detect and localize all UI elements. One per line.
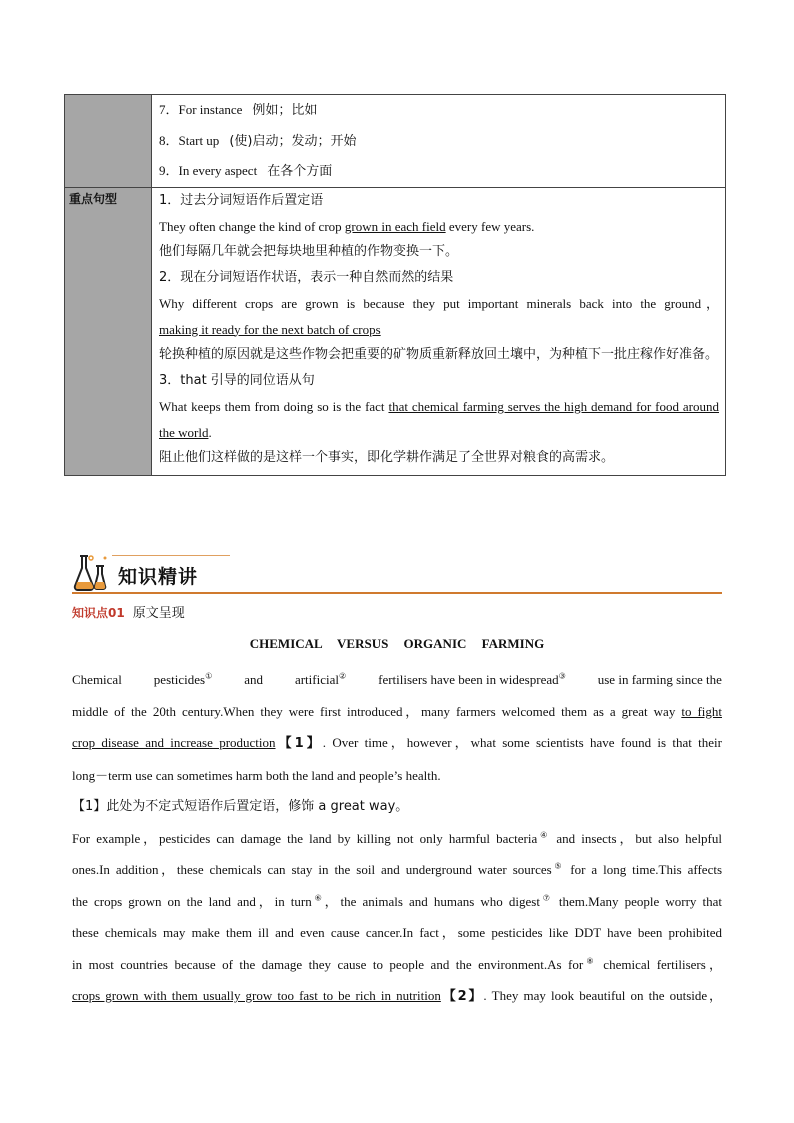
phrase-en: 9．In every aspect	[159, 163, 258, 178]
pattern-heading: 3．that 引导的同位语从句	[159, 373, 315, 388]
article-title: CHEMICAL VERSUS ORGANIC FARMING	[249, 636, 545, 651]
table-row	[65, 95, 726, 188]
text-line: long－term use can sometimes harm both the land and people’s health.	[72, 767, 441, 783]
knowledge-point-heading	[72, 602, 185, 621]
section-title: 知识精讲	[118, 566, 199, 588]
phrase-en: 7．For instance	[159, 102, 243, 117]
row-label-key-patterns: 重点句型	[65, 187, 152, 476]
knowledge-point-tag: 知识点01	[72, 606, 125, 620]
pattern-example-en-cont	[159, 317, 719, 343]
phrase-item	[159, 156, 719, 187]
flask-icon	[72, 552, 112, 592]
phrase-cn: (使)启动；发动；开始	[229, 133, 357, 149]
text-line: these chemicals may make them ill and even cause cancer.In fact，some pesticides like DDT have been prohibited	[72, 925, 722, 940]
pattern-heading: 1．过去分词短语作后置定语	[159, 192, 324, 208]
text-line: For example，pesticides can damage the land by killing not only harmful bacteria④ and insects，but also helpful	[72, 830, 723, 846]
row-label-empty	[65, 95, 152, 188]
text-line: the crops grown on the land and，in turn⑥，the animals and humans who digest⑦ them.Many people worry that	[72, 893, 722, 909]
text-line: crop disease and increase production【1】. Over time，however，what some scientists have found is that their	[72, 735, 722, 751]
text-line: in most countries because of the damage they cause to people and the environment.As for⑧ chemical fertilisers，	[72, 956, 723, 972]
table-row	[65, 187, 726, 476]
notes-table	[64, 94, 726, 476]
pattern-example-cn: 他们每隔几年就会把每块地里种植的作物变换一下。	[159, 244, 459, 259]
paragraph	[72, 823, 722, 1013]
underlined-phrase: making it ready for the next batch of crops	[159, 321, 381, 337]
pattern-example-en: They often change the kind of crop grown in each field every few years.	[159, 218, 535, 234]
section-header	[72, 548, 722, 594]
pattern-example-cn: 轮换种植的原因就是这些作物会把重要的矿物质重新释放回土壤中，为种植下一批庄稼作好准备。	[159, 347, 719, 362]
pattern-example-en: What keeps them from doing so is the fact that chemical farming serves the high demand for food around the world.	[159, 399, 719, 440]
phrase-cn: 例如；比如	[252, 103, 318, 118]
pattern-example-cn: 阻止他们这样做的是这样一个事实，即化学耕作满足了全世界对粮食的高需求。	[159, 450, 615, 465]
phrase-list	[152, 95, 726, 188]
phrase-en: 8．Start up	[159, 132, 220, 148]
text-line: ones.In addition，these chemicals can stay in the soil and underground water sources⑤ for a long time.This affects	[72, 861, 723, 877]
article-body	[72, 664, 722, 1013]
paragraph	[72, 664, 722, 791]
phrase-item	[159, 126, 719, 157]
header-divider	[72, 592, 722, 594]
underlined-phrase: that chemical farming serves the high demand for food around the world	[159, 399, 719, 440]
phrase-item	[159, 95, 719, 126]
pattern-list	[152, 187, 726, 476]
text-line: crops grown with them usually grow too fast to be rich in nutrition【2】. They may look beautiful on the outside，	[72, 988, 722, 1004]
annotation-note: 【1】此处为不定式短语作后置定语，修饰 a great way。	[72, 799, 409, 814]
pattern-example-en: Why different crops are grown is because they put important minerals back into the ground，	[159, 296, 719, 311]
header-accent-line	[112, 555, 230, 556]
knowledge-point-title: 原文呈现	[132, 606, 185, 621]
underlined-phrase: grown in each field	[344, 218, 446, 234]
phrase-cn: 在各个方面	[267, 164, 333, 179]
text-line: Chemical pesticides① and artificial② fertilisers have been in widespread③ use in farming since the	[72, 671, 722, 687]
pattern-heading: 2．现在分词短语作状语，表示一种自然而然的结果	[159, 270, 454, 285]
text-line: middle of the 20th century.When they were first introduced，many farmers welcomed them as a great way to fight	[72, 703, 722, 719]
